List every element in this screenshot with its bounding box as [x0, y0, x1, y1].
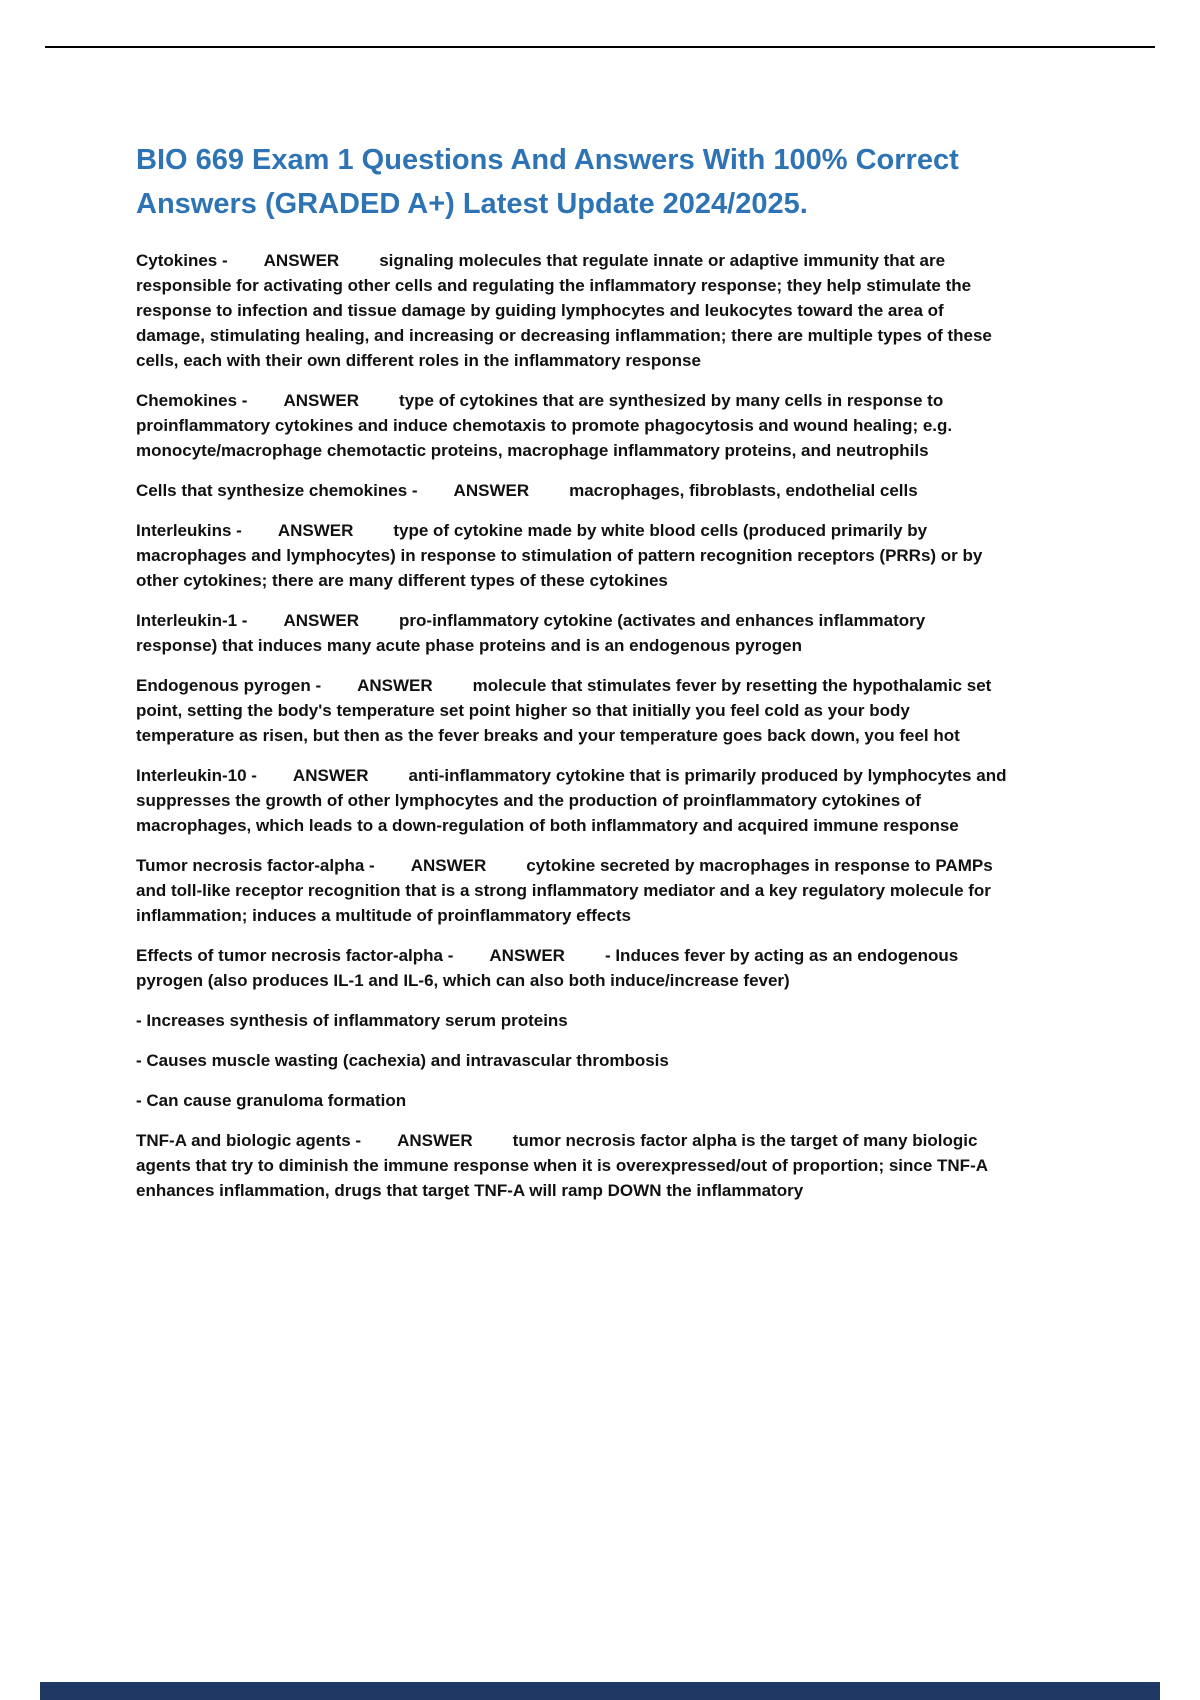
footer-bar — [40, 1682, 1160, 1700]
answer-label: ANSWER — [397, 1131, 473, 1150]
qa-term: Chemokines - — [136, 391, 248, 410]
qa-answer: type of cytokine made by white blood cells (produced primarily by macrophages and lymphocytes) in response to stimulation of pattern recognition receptors (PRRs) or by other cytokines; there are many different types of these cytokines — [136, 521, 983, 590]
qa-answer: tumor necrosis factor alpha is the target of many biologic agents that try to diminish the immune response when it is overexpressed/out of proportion; since TNF-A enhances inflammation, drugs that target TNF-A will ramp DOWN the inflammatory — [136, 1131, 988, 1200]
top-rule — [45, 46, 1155, 48]
answer-label: ANSWER — [283, 391, 360, 410]
qa-entry — [136, 673, 1008, 748]
qa-term: Endogenous pyrogen - — [136, 676, 322, 695]
qa-answer: cytokine secreted by macrophages in response to PAMPs and toll-like receptor recognition that is a strong inflammatory mediator and a key regulatory molecule for inflammation; induces a multitude of proinflammatory effects — [136, 856, 993, 925]
document-content — [136, 138, 1008, 1218]
qa-term: Cells that synthesize chemokines - — [136, 481, 418, 500]
answer-label: ANSWER — [453, 481, 530, 500]
answer-label: ANSWER — [292, 766, 369, 785]
qa-term: Interleukin-1 - — [136, 611, 248, 630]
qa-bullet: - Increases synthesis of inflammatory serum proteins — [136, 1011, 568, 1030]
qa-list — [136, 248, 1008, 1203]
qa-entry — [136, 763, 1008, 838]
qa-entry — [136, 1128, 1008, 1203]
answer-label: ANSWER — [283, 611, 360, 630]
qa-entry — [136, 1048, 1008, 1073]
qa-entry — [136, 478, 1008, 503]
qa-entry — [136, 608, 1008, 658]
qa-term: Cytokines - — [136, 251, 228, 270]
answer-label: ANSWER — [277, 521, 354, 540]
qa-answer: macrophages, fibroblasts, endothelial cells — [569, 481, 918, 500]
qa-entry — [136, 1008, 1008, 1033]
qa-entry — [136, 248, 1008, 373]
qa-term: Interleukin-10 - — [136, 766, 257, 785]
qa-answer: - Induces fever by acting as an endogenous pyrogen (also produces IL-1 and IL-6, which can also both induce/increase fever) — [136, 946, 959, 990]
qa-term: Interleukins - — [136, 521, 242, 540]
qa-answer: type of cytokines that are synthesized by many cells in response to proinflammatory cytokines and induce chemotaxis to promote phagocytosis and wound healing; e.g. monocyte/macrophage chemotactic proteins, macrophage inflammatory proteins, and neutrophils — [136, 391, 953, 460]
answer-label: ANSWER — [263, 251, 340, 270]
qa-bullet: - Causes muscle wasting (cachexia) and intravascular thrombosis — [136, 1051, 669, 1070]
qa-term: Effects of tumor necrosis factor-alpha - — [136, 946, 454, 965]
qa-answer: signaling molecules that regulate innate or adaptive immunity that are responsible for activating other cells and regulating the inflammatory response; they help stimulate the response to infection and tissue damage by guiding lymphocytes and leukocytes toward the area of damage, stimulating healing, and increasing or decreasing inflammation; there are multiple types of these cells, each with their own different roles in the inflammatory response — [136, 251, 992, 370]
qa-bullet: - Can cause granuloma formation — [136, 1091, 407, 1110]
qa-answer: pro-inflammatory cytokine (activates and enhances inflammatory response) that induces many acute phase proteins and is an endogenous pyrogen — [136, 611, 926, 655]
qa-answer: molecule that stimulates fever by resetting the hypothalamic set point, setting the body's temperature set point higher so that initially you feel cold as your body temperature as risen, but then as the fever breaks and your temperature goes back down, you feel hot — [136, 676, 992, 745]
qa-entry — [136, 943, 1008, 993]
answer-label: ANSWER — [489, 946, 565, 965]
qa-entry — [136, 388, 1008, 463]
answer-label: ANSWER — [410, 856, 487, 875]
answer-label: ANSWER — [357, 676, 433, 695]
qa-entry — [136, 1088, 1008, 1113]
page-title: BIO 669 Exam 1 Questions And Answers With 100% Correct Answers (GRADED A+) Latest Update 2024/2025. — [136, 144, 959, 220]
qa-entry — [136, 518, 1008, 593]
qa-term: TNF-A and biologic agents - — [136, 1131, 362, 1150]
qa-answer: anti-inflammatory cytokine that is primarily produced by lymphocytes and suppresses the growth of other lymphocytes and the production of proinflammatory cytokines of macrophages, which leads to a down-regulation of both inflammatory and acquired immune response — [136, 766, 1007, 835]
qa-term: Tumor necrosis factor-alpha - — [136, 856, 375, 875]
qa-entry — [136, 853, 1008, 928]
